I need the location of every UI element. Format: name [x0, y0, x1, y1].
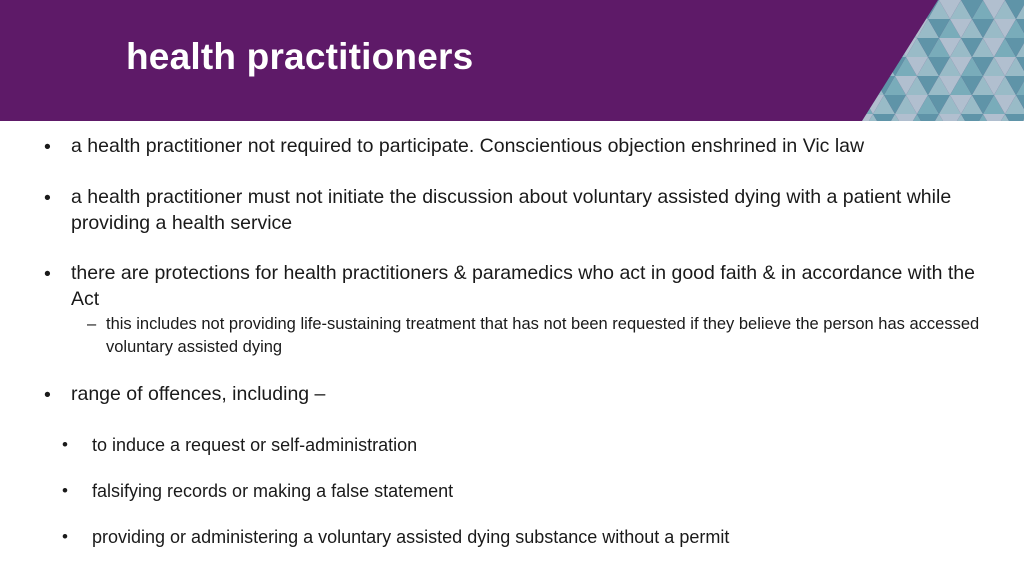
offence-bullet-marker: •	[62, 435, 68, 454]
offence-text: falsifying records or making a false statement	[92, 481, 454, 501]
pattern-triangle	[840, 19, 862, 38]
pattern-triangle	[851, 38, 873, 57]
pattern-triangle	[851, 76, 873, 95]
pattern-triangle	[873, 0, 895, 19]
sub-bullet-marker: –	[87, 315, 97, 333]
pattern-triangle	[884, 38, 906, 57]
slide-title: health practitioners	[126, 36, 474, 77]
bullet-text: range of offences, including –	[71, 383, 326, 405]
bullet-marker: •	[44, 384, 51, 406]
slide-header	[0, 0, 1024, 121]
bullet-text: a health practitioner must not initiate the discussion about voluntary assisted dying with a patient while providing a health service	[71, 186, 952, 234]
offence-text: providing or administering a voluntary assisted dying substance without a permit	[92, 527, 730, 547]
pattern-triangle	[851, 95, 873, 114]
pattern-triangle	[862, 38, 884, 57]
pattern-triangle	[851, 0, 873, 19]
pattern-triangle	[873, 38, 895, 57]
bullet-text: there are protections for health practitioners & paramedics who act in good faith & in accordance with the Act	[71, 262, 975, 310]
pattern-triangle	[906, 0, 928, 19]
offence-bullet-marker: •	[62, 481, 68, 500]
pattern-triangle	[873, 19, 895, 38]
pattern-triangle	[829, 57, 851, 76]
pattern-triangle	[840, 0, 862, 19]
pattern-triangle	[840, 76, 862, 95]
pattern-triangle	[840, 38, 862, 57]
pattern-triangle	[840, 114, 862, 121]
bullet-marker: •	[44, 187, 51, 209]
pattern-triangle	[862, 57, 884, 76]
pattern-triangle	[829, 95, 851, 114]
offence-bullet-marker: •	[62, 527, 68, 546]
pattern-triangle	[840, 57, 862, 76]
pattern-triangle	[895, 0, 917, 19]
pattern-triangle	[862, 19, 884, 38]
pattern-triangle	[884, 19, 906, 38]
sub-bullet-text: this includes not providing life-sustaining treatment that has not been requested if they believe the person has accessed voluntary assisted dying	[106, 315, 980, 356]
pattern-triangle	[895, 19, 917, 38]
bullet-marker: •	[44, 263, 51, 285]
bullet-text: a health practitioner not required to participate. Conscientious objection enshrined in Vic law	[71, 135, 865, 157]
pattern-triangle	[829, 19, 851, 38]
pattern-triangle	[851, 57, 873, 76]
pattern-triangle	[884, 0, 906, 19]
pattern-triangle	[862, 76, 884, 95]
offence-text: to induce a request or self-administration	[92, 435, 418, 455]
slide-content	[0, 121, 1024, 576]
pattern-triangle	[840, 95, 862, 114]
bullet-marker: •	[44, 136, 51, 158]
pattern-triangle	[873, 57, 895, 76]
pattern-triangle	[862, 0, 884, 19]
pattern-triangle	[851, 19, 873, 38]
